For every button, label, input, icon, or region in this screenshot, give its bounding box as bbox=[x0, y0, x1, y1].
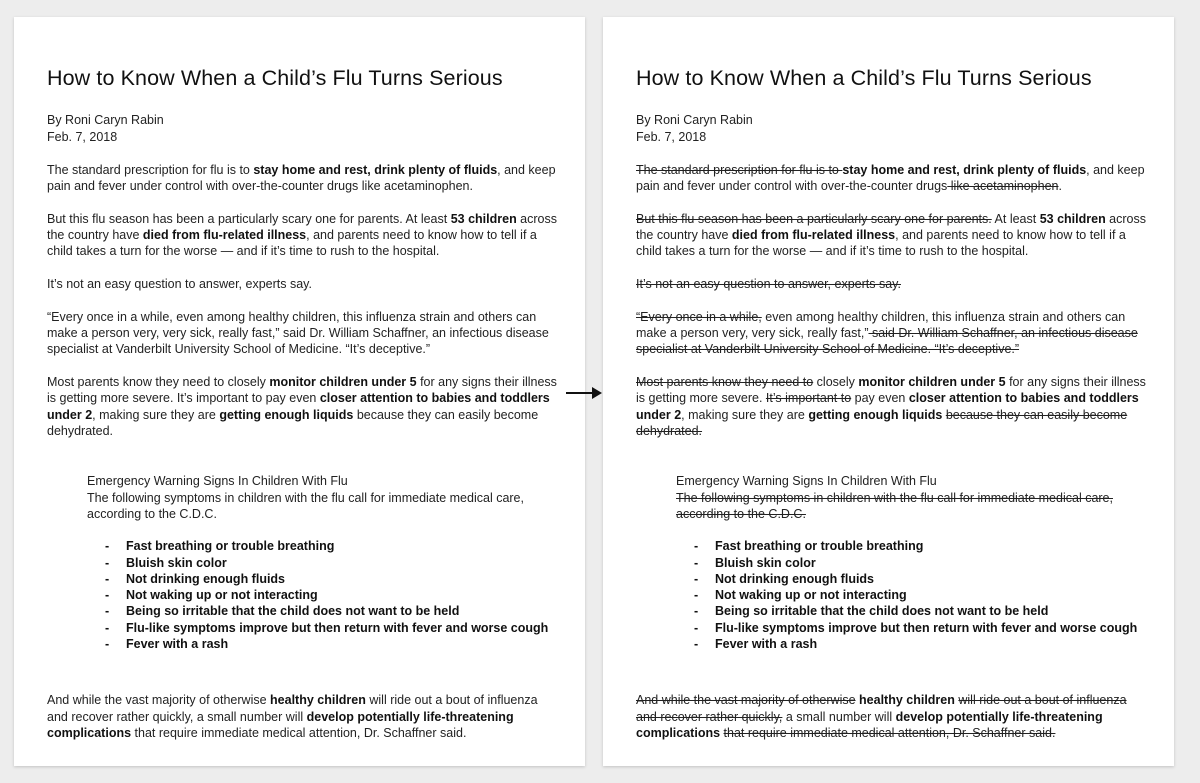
warning-sign-text: Not waking up or not interacting bbox=[126, 588, 318, 603]
edited-article-page bbox=[603, 17, 1174, 766]
text-run: , and keep pain and fever under control with over-the-counter drugs bbox=[47, 162, 556, 193]
warning-signs-list bbox=[676, 538, 1148, 652]
text-run: , and parents need to know how to tell if a child takes a turn for the worse — and if it’s time to rush to the hospital. bbox=[636, 227, 1126, 259]
text-run: across the country have bbox=[47, 211, 557, 242]
bold-text: develop potentially life-threatening complications bbox=[636, 709, 1103, 740]
deleted-text: will ride out a bout of influenza and recover rather quickly, bbox=[47, 693, 538, 724]
paragraph bbox=[636, 309, 1148, 358]
paragraph bbox=[636, 162, 1148, 195]
bullet-dash: - bbox=[105, 555, 110, 570]
warning-sign-text: Not drinking enough fluids bbox=[126, 571, 286, 586]
bold-text: died from flu-related illness bbox=[731, 227, 896, 242]
deleted-text: said Dr. William Schaffner, an infectious disease specialist at Vanderbilt University School of Medicine. “It’s deceptive.” bbox=[47, 326, 549, 357]
paragraph bbox=[47, 309, 559, 358]
warning-sign-item bbox=[676, 587, 1148, 603]
original-article-page bbox=[14, 17, 585, 766]
warning-sign-text: Bluish skin color bbox=[715, 555, 816, 570]
warning-sign-item bbox=[87, 603, 559, 619]
warning-sign-item bbox=[87, 555, 559, 571]
bullet-dash: - bbox=[694, 604, 699, 619]
warning-sign-text: Being so irritable that the child does not want to be held bbox=[715, 604, 1049, 619]
warning-signs-box bbox=[87, 473, 559, 652]
bullet-dash: - bbox=[694, 555, 699, 570]
warning-signs-box bbox=[676, 473, 1148, 652]
bold-text: stay home and rest, drink plenty of fluids bbox=[842, 162, 1087, 177]
byline bbox=[636, 112, 1148, 145]
bold-text: healthy children bbox=[270, 693, 366, 708]
paragraph bbox=[636, 211, 1148, 260]
bullet-dash: - bbox=[694, 539, 699, 554]
warning-sign-item bbox=[87, 538, 559, 554]
bold-text: healthy children bbox=[859, 693, 955, 708]
text-run: closely bbox=[813, 375, 859, 390]
text-run: , and parents need to know how to tell if a child takes a turn for the worse — and if it’s time to rush to the hospital. bbox=[47, 227, 537, 259]
paragraph bbox=[47, 276, 559, 292]
bold-text: closer attention to babies and toddlers under 2 bbox=[47, 391, 550, 422]
paragraph bbox=[47, 162, 559, 195]
text-run: , and keep pain and fever under control with over-the-counter drugs bbox=[636, 162, 1145, 193]
article-title: How to Know When a Child’s Flu Turns Serious bbox=[636, 66, 1092, 90]
warning-sign-text: Flu-like symptoms improve but then return with fever and worse cough bbox=[126, 620, 549, 635]
text-run: closely bbox=[224, 375, 270, 390]
deleted-text: But this flu season has been a particularly scary one for parents. bbox=[47, 211, 403, 226]
text-run: , making sure they are bbox=[92, 407, 220, 422]
text-run: pay even bbox=[851, 391, 909, 406]
deleted-text: And while the vast majority of otherwise bbox=[636, 693, 856, 708]
closing-paragraph bbox=[47, 692, 559, 741]
box-title: Emergency Warning Signs In Children With Flu bbox=[676, 474, 937, 489]
warning-sign-text: Fever with a rash bbox=[126, 637, 229, 652]
deleted-text: like acetaminophen bbox=[947, 178, 1059, 193]
deleted-text: The standard prescription for flu is to bbox=[636, 162, 843, 177]
box-intro bbox=[87, 490, 559, 523]
warning-sign-text: Not waking up or not interacting bbox=[715, 588, 907, 603]
article-title: How to Know When a Child’s Flu Turns Serious bbox=[47, 66, 503, 90]
warning-sign-item bbox=[87, 620, 559, 636]
deleted-text: said Dr. William Schaffner, an infectious disease specialist at Vanderbilt University School of Medicine. “It’s deceptive.” bbox=[636, 326, 1138, 357]
warning-signs-list bbox=[87, 538, 559, 652]
paragraphs bbox=[47, 162, 559, 440]
bullet-dash: - bbox=[105, 604, 110, 619]
text-run: pay even bbox=[262, 391, 320, 406]
bold-text: monitor children under 5 bbox=[269, 375, 417, 390]
warning-sign-text: Fast breathing or trouble breathing bbox=[126, 539, 335, 554]
bold-text: died from flu-related illness bbox=[142, 227, 307, 242]
bold-text: monitor children under 5 bbox=[858, 375, 1006, 390]
bullet-dash: - bbox=[694, 637, 699, 652]
deleted-text: But this flu season has been a particularly scary one for parents. bbox=[636, 211, 992, 226]
warning-sign-text: Flu-like symptoms improve but then return with fever and worse cough bbox=[715, 620, 1138, 635]
text-run: across the country have bbox=[636, 211, 1146, 242]
paragraphs bbox=[636, 162, 1148, 440]
warning-sign-item bbox=[87, 571, 559, 587]
bullet-dash: - bbox=[105, 539, 110, 554]
deleted-text: Most parents know they need to bbox=[636, 375, 814, 390]
warning-sign-text: Not drinking enough fluids bbox=[715, 571, 875, 586]
deleted-text: It’s important to bbox=[176, 391, 263, 406]
warning-sign-text: Fast breathing or trouble breathing bbox=[715, 539, 924, 554]
deleted-text: that require immediate medical attention, Dr. Schaffner said. bbox=[723, 725, 1056, 740]
text-run: . bbox=[469, 178, 473, 193]
bold-text: 53 children bbox=[1039, 211, 1106, 226]
text-run: , making sure they are bbox=[681, 407, 809, 422]
warning-sign-item bbox=[87, 587, 559, 603]
deleted-text: And while the vast majority of otherwise bbox=[47, 693, 267, 708]
bold-text: develop potentially life-threatening complications bbox=[47, 709, 514, 740]
author: By Roni Caryn Rabin bbox=[636, 113, 753, 127]
text-run: even among healthy children, this influenza strain and others can make a person very, very sick, really fast,” bbox=[636, 309, 1126, 341]
text-run: a small number will bbox=[193, 709, 307, 724]
deleted-text: The following symptoms in children with the flu call for immediate medical care, according to the C.D.C. bbox=[87, 490, 524, 521]
paragraph bbox=[636, 374, 1148, 439]
deleted-text: It’s important to bbox=[765, 391, 852, 406]
text-run: At least bbox=[402, 211, 451, 226]
warning-sign-item bbox=[87, 636, 559, 652]
right-arrow-icon bbox=[566, 383, 602, 403]
bold-text: stay home and rest, drink plenty of fluids bbox=[253, 162, 498, 177]
bullet-dash: - bbox=[105, 637, 110, 652]
deleted-text: like acetaminophen bbox=[358, 178, 470, 193]
bold-text: 53 children bbox=[450, 211, 517, 226]
warning-sign-item bbox=[676, 555, 1148, 571]
deleted-text: that require immediate medical attention, Dr. Schaffner said. bbox=[134, 725, 467, 740]
text-run: At least bbox=[991, 211, 1040, 226]
deleted-text: “Every once in a while, bbox=[636, 309, 762, 324]
publish-date: Feb. 7, 2018 bbox=[636, 129, 707, 144]
bold-text: getting enough liquids bbox=[808, 407, 943, 422]
paragraph bbox=[47, 374, 559, 439]
deleted-text: because they can easily become dehydrated. bbox=[636, 407, 1128, 439]
warning-sign-item bbox=[676, 538, 1148, 554]
text-run: for any signs their illness is getting more severe. bbox=[636, 375, 1146, 406]
deleted-text: “Every once in a while, bbox=[47, 309, 173, 324]
warning-sign-text: Fever with a rash bbox=[715, 637, 818, 652]
bullet-dash: - bbox=[105, 620, 110, 635]
bold-text: getting enough liquids bbox=[219, 407, 354, 422]
deleted-text: Most parents know they need to bbox=[47, 375, 225, 390]
bullet-dash: - bbox=[694, 620, 699, 635]
deleted-text: The following symptoms in children with the flu call for immediate medical care, according to the C.D.C. bbox=[676, 490, 1113, 521]
deleted-text: The standard prescription for flu is to bbox=[47, 162, 254, 177]
warning-sign-text: Being so irritable that the child does not want to be held bbox=[126, 604, 460, 619]
publish-date: Feb. 7, 2018 bbox=[47, 129, 118, 144]
text-run: . bbox=[1058, 178, 1062, 193]
bold-text: closer attention to babies and toddlers under 2 bbox=[636, 391, 1139, 422]
deleted-text: because they can easily become dehydrated. bbox=[47, 407, 539, 439]
box-intro bbox=[676, 490, 1148, 523]
text-run: for any signs their illness is getting more severe. bbox=[47, 375, 557, 406]
deleted-text: will ride out a bout of influenza and recover rather quickly, bbox=[636, 693, 1127, 724]
bullet-dash: - bbox=[105, 588, 110, 603]
paragraph bbox=[636, 276, 1148, 292]
deleted-text: It’s not an easy question to answer, experts say. bbox=[636, 276, 901, 291]
byline bbox=[47, 112, 559, 145]
warning-sign-item bbox=[676, 571, 1148, 587]
warning-sign-text: Bluish skin color bbox=[126, 555, 227, 570]
bullet-dash: - bbox=[694, 571, 699, 586]
closing-paragraph bbox=[636, 692, 1148, 741]
box-title: Emergency Warning Signs In Children With Flu bbox=[87, 474, 348, 489]
text-run: a small number will bbox=[782, 709, 896, 724]
warning-sign-item bbox=[676, 636, 1148, 652]
deleted-text: It’s not an easy question to answer, experts say. bbox=[47, 276, 312, 291]
author: By Roni Caryn Rabin bbox=[47, 113, 164, 127]
text-run: even among healthy children, this influenza strain and others can make a person very, very sick, really fast,” bbox=[47, 309, 537, 341]
bullet-dash: - bbox=[105, 571, 110, 586]
bullet-dash: - bbox=[694, 588, 699, 603]
paragraph bbox=[47, 211, 559, 260]
warning-sign-item bbox=[676, 603, 1148, 619]
warning-sign-item bbox=[676, 620, 1148, 636]
